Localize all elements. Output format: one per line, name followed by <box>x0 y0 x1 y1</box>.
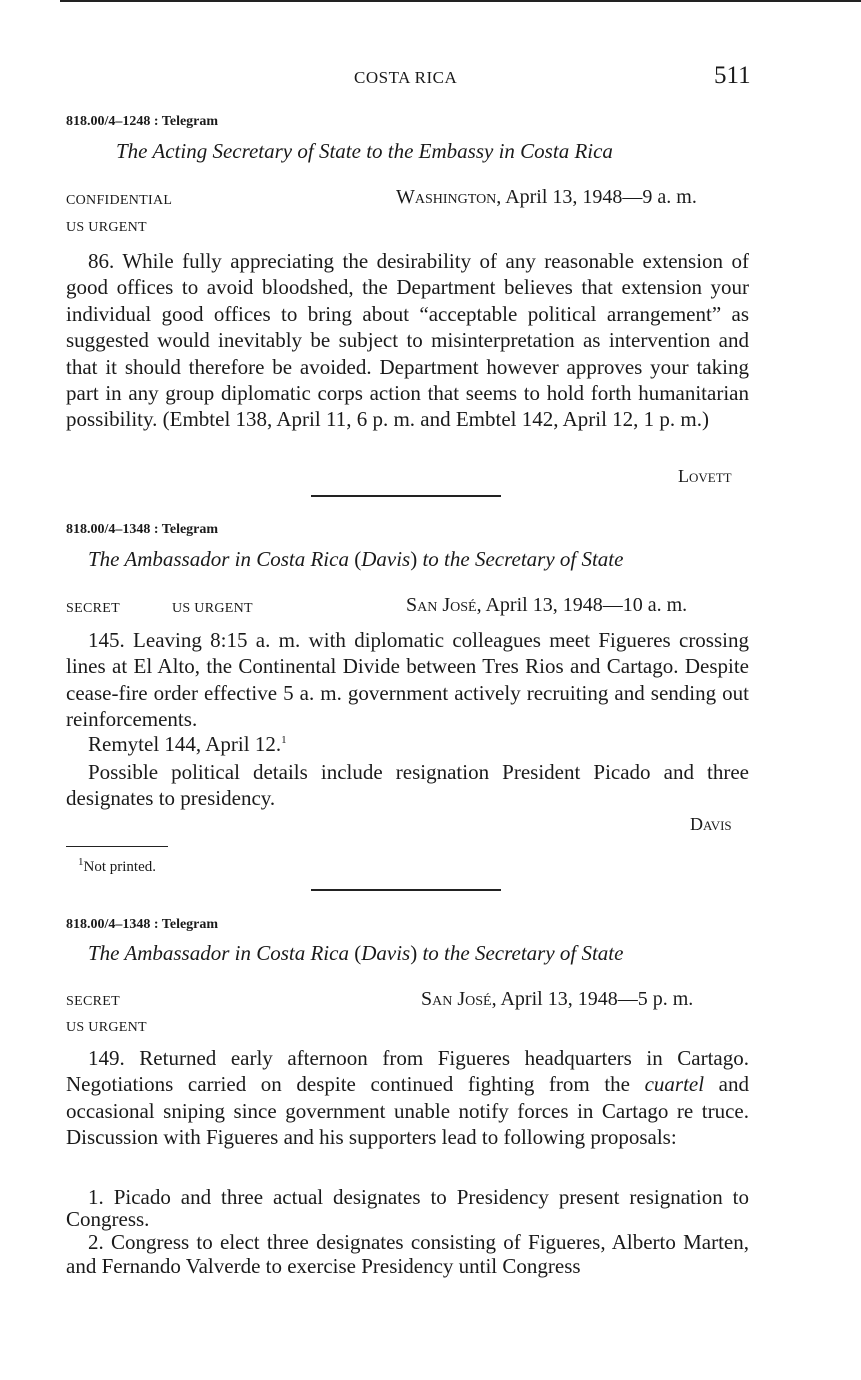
dateline-place: Washington <box>396 186 497 208</box>
signature: Lovett <box>678 466 732 486</box>
file-reference: 818.00/4–1348 : Telegram <box>66 522 219 537</box>
classification-label: SECRET <box>66 601 120 616</box>
message-body: 145. Leaving 8:15 a. m. with diplomatic colleagues meet Figueres crossing lines at El Alto, the Continental Divide between Tres Rios and Cartago. Despite cease-fire order effective 5 a. m. government actively recruiting and sending out reinforcements. <box>66 628 749 732</box>
top-border-rule <box>60 0 861 2</box>
dateline <box>421 988 693 1011</box>
dateline-date: , April 13, 1948—5 p. m. <box>491 988 694 1010</box>
priority-label: US URGENT <box>172 601 253 616</box>
dateline-date: , April 13, 1948—9 a. m. <box>496 186 697 208</box>
priority-label: US URGENT <box>66 220 147 235</box>
footnote-rule <box>66 846 168 847</box>
dateline-place: San José <box>421 988 492 1010</box>
footnote: $^1$Not printed. <box>78 856 156 875</box>
message-body: 86. While fully appreciating the desirability of any reasonable extension of good offices to avoid bloodshed, the Department believes that extension your individual good offices to bring about “acceptable political arrangement” as suggested would inevitably be subject to misinterpretation as intervention and that it should therefore be avoided. Department however approves your taking part in any group diplomatic corps action that seems to hold forth humanitarian possibility. (Embtel 138, April 11, 6 p. m. and Embtel 142, April 12, 1 p. m.) <box>66 249 749 432</box>
classification-label: CONFIDENTIAL <box>66 193 173 208</box>
dateline <box>396 186 697 209</box>
reference-line: Remytel 144, April 12.$^1$ <box>88 732 287 756</box>
section-divider <box>311 495 501 497</box>
proposal-item-1: 1. Picado and three actual designates to Presidency present resignation to Congress. <box>66 1185 749 1231</box>
document-heading: The Acting Secretary of State to the Embassy in Costa Rica <box>116 139 613 163</box>
file-reference: 818.00/4–1248 : Telegram <box>66 114 219 129</box>
message-body: 149. Returned early afternoon from Figueres headquarters in Cartago. Negotiations carried on despite continued fighting from the cuartel and occasional sniping since government unable notify forces in Cartago re truce. Discussion with Figueres and his supporters lead to following proposals: <box>66 1046 749 1150</box>
dateline <box>406 594 687 617</box>
document-heading: The Ambassador in Costa Rica (Davis) to the Secretary of State <box>88 547 624 571</box>
page-number: 511 <box>714 62 751 89</box>
document-heading: The Ambassador in Costa Rica (Davis) to the Secretary of State <box>88 941 624 965</box>
italic-term: cuartel <box>644 1072 705 1097</box>
footnote-marker: 1 <box>281 734 287 746</box>
classification-label: SECRET <box>66 994 120 1009</box>
message-body-continued: Possible political details include resignation President Picado and three designates to presidency. <box>66 760 749 811</box>
proposal-item-2: 2. Congress to elect three designates consisting of Figueres, Alberto Marten, and Fernando Valverde to exercise Presidency until Congress <box>66 1230 749 1278</box>
section-divider <box>311 889 501 891</box>
dateline-date: , April 13, 1948—10 a. m. <box>476 594 688 616</box>
running-head: COSTA RICA <box>354 68 458 87</box>
dateline-place: San José <box>406 594 477 616</box>
file-reference: 818.00/4–1348 : Telegram <box>66 917 219 932</box>
priority-label: US URGENT <box>66 1020 147 1035</box>
signature: Davis <box>690 814 732 834</box>
